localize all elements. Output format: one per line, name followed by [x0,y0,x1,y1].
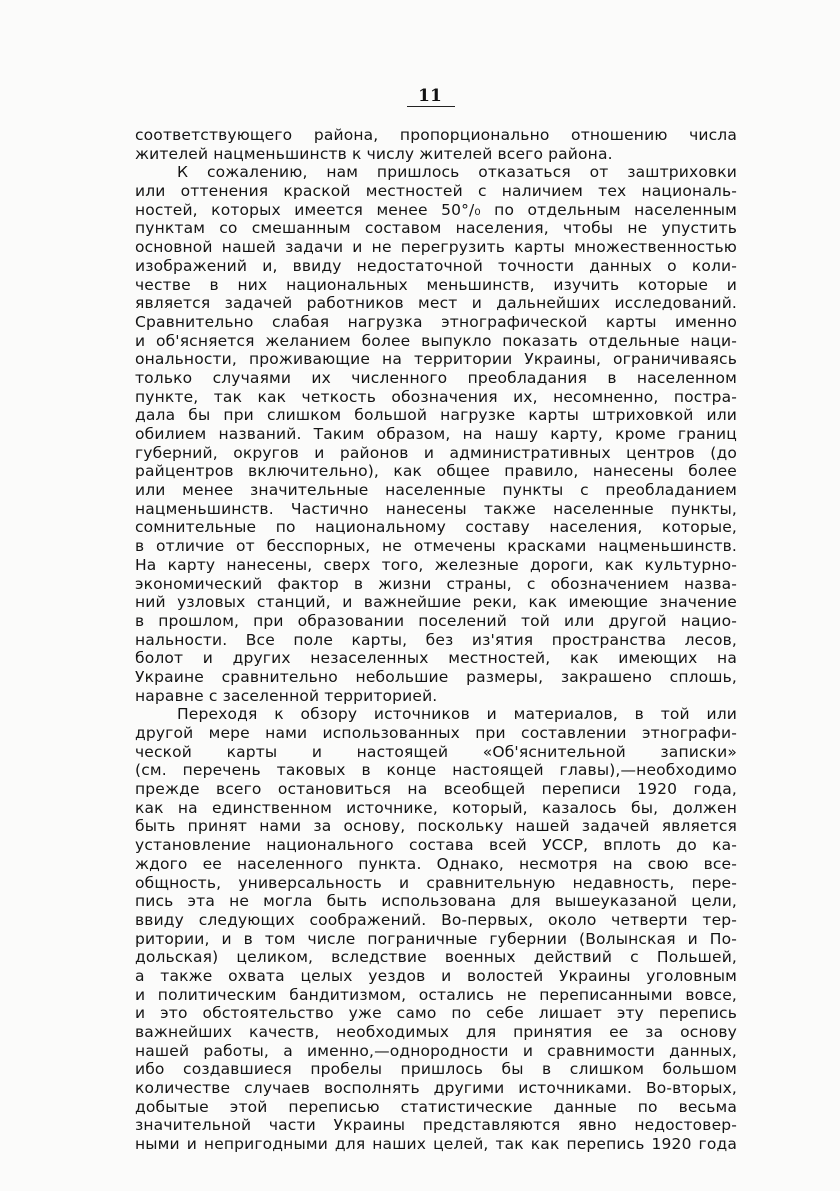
text-line: общность, универсальность и сравнительную недавность, пере- [135,873,737,892]
text-line: (см. перечень таковых в конце настоящей главы),—необходимо [135,761,737,780]
text-line: добытые этой переписью статистические данные по весьма [135,1097,737,1116]
text-line: ний узловых станций, и важнейшие реки, как имеющие значение [135,593,737,612]
text-line: основной нашей задачи и не перегрузить карты множественностью [135,238,737,257]
text-line: ностей, которых имеется менее 50°/₀ по отдельным населенным [135,200,737,219]
text-line: и об'ясняется желанием более выпукло показать отдельные наци- [135,331,737,350]
text-line: нацменьшинств. Частично нанесены также населенные пункты, [135,499,737,518]
text-line: является задачей работников мест и дальнейших исследований. [135,294,737,313]
text-line: или менее значительные населенные пункты с преобладанием [135,481,737,500]
text-line: количестве случаев восполнять другими источниками. Во-вторых, [135,1079,737,1098]
text-line: ритории, и в том числе пограничные губернии (Волынская и По- [135,929,737,948]
text-line: ными и непригодными для наших целей, так как перепись 1920 года [135,1135,737,1154]
text-line: прежде всего остановиться на всеобщей переписи 1920 года, [135,780,737,799]
text-line: ввиду следующих соображений. Во-первых, около четверти тер- [135,910,737,929]
text-line: губерний, округов и районов и административных центров (до [135,443,737,462]
text-line: значительной части Украины представляются явно недостовер- [135,1116,737,1135]
text-line: ческой карты и настоящей «Об'яснительной записки» [135,742,737,761]
text-line: наравне с заселенной территорией. [135,686,438,705]
text-line: в отличие от бесспорных, не отмечены красками нацменьшинств. [135,537,737,556]
text-line: а также охвата целых уездов и волостей Украины уголовным [135,966,737,985]
text-line: быть принят нами за основу, поскольку нашей задачей является [135,817,737,836]
text-line: важнейших качеств, необходимых для принятия ее за основу [135,1023,737,1041]
body-text [135,126,737,1154]
text-line: Переходя к обзору источников и материалов, в той или [177,705,737,724]
text-line: ональности, проживающие на территории Украины, ограничиваясь [135,350,737,369]
text-line: экономический фактор в жизни страны, с обозначением назва- [135,574,737,593]
text-line: пункте, так как четкость обозначения их, несомненно, постра- [135,387,737,406]
text-line: нашей работы, а именно,—однородности и сравнимости данных, [135,1041,737,1060]
paragraph-2 [135,163,737,705]
page-number: 11 [418,86,442,106]
text-line: ждого ее населенного пункта. Однако, несмотря на свою все- [135,854,737,873]
paragraph-1 [135,126,737,163]
text-line: изображений и, ввиду недостаточной точности данных о коли- [135,256,737,275]
text-line: дала бы при слишком большой нагрузке карты штриховкой или [135,406,737,425]
text-line: пись эта не могла быть использована для вышеуказаной цели, [135,892,737,911]
text-line: Украине сравнительно небольшие размеры, закрашено сплошь, [135,667,737,686]
text-line: как на единственном источнике, который, казалось бы, должен [135,798,737,817]
text-line: жителей нацменьшинств к числу жителей всего района. [135,144,613,163]
text-line: Сравнительно слабая нагрузка этнографической карты именно [135,312,737,331]
text-line: соответствующего района, пропорционально отношению числа [135,126,737,144]
text-line: и это обстоятельство уже само по себе лишает эту перепись [135,1004,737,1023]
text-line: болот и других незаселенных местностей, как имеющих на [135,649,737,668]
text-line: только случаями их численного преобладания в населенном [135,368,737,387]
text-line: установление национального состава всей УССР, вплоть до ка- [135,836,737,855]
text-line: честве в них национальных меньшинств, изучить которые и [135,275,737,294]
text-line: или оттенения краской местностей с наличием тех националь- [135,182,737,201]
paragraph-3 [135,705,737,1154]
text-line: К сожалению, нам пришлось отказаться от заштриховки [177,163,737,182]
text-line: нальности. Все поле карты, без из'ятия пространства лесов, [135,630,737,649]
text-line: обилием названий. Таким образом, на нашу карту, кроме границ [135,425,737,443]
text-line: в прошлом, при образовании поселений той или другой нацио- [135,611,737,630]
text-line: сомнительные по национальному составу населения, которые, [135,518,737,537]
text-line: дольская) целиком, вследствие военных действий с Польшей, [135,948,737,967]
text-line: ибо создавшиеся пробелы пришлось бы в слишком большом [135,1060,737,1079]
text-line: райцентров включительно), как общее правило, нанесены более [135,462,737,481]
text-line: и политическим бандитизмом, остались не переписанными вовсе, [135,985,737,1004]
text-line: На карту нанесены, сверх того, железные дороги, как культурно- [135,555,737,574]
text-line: другой мере нами использованных при составлении этнографи- [135,724,737,742]
page-number-underline [407,106,455,107]
text-line: пунктам со смешанным составом населения, чтобы не упустить [135,219,737,238]
